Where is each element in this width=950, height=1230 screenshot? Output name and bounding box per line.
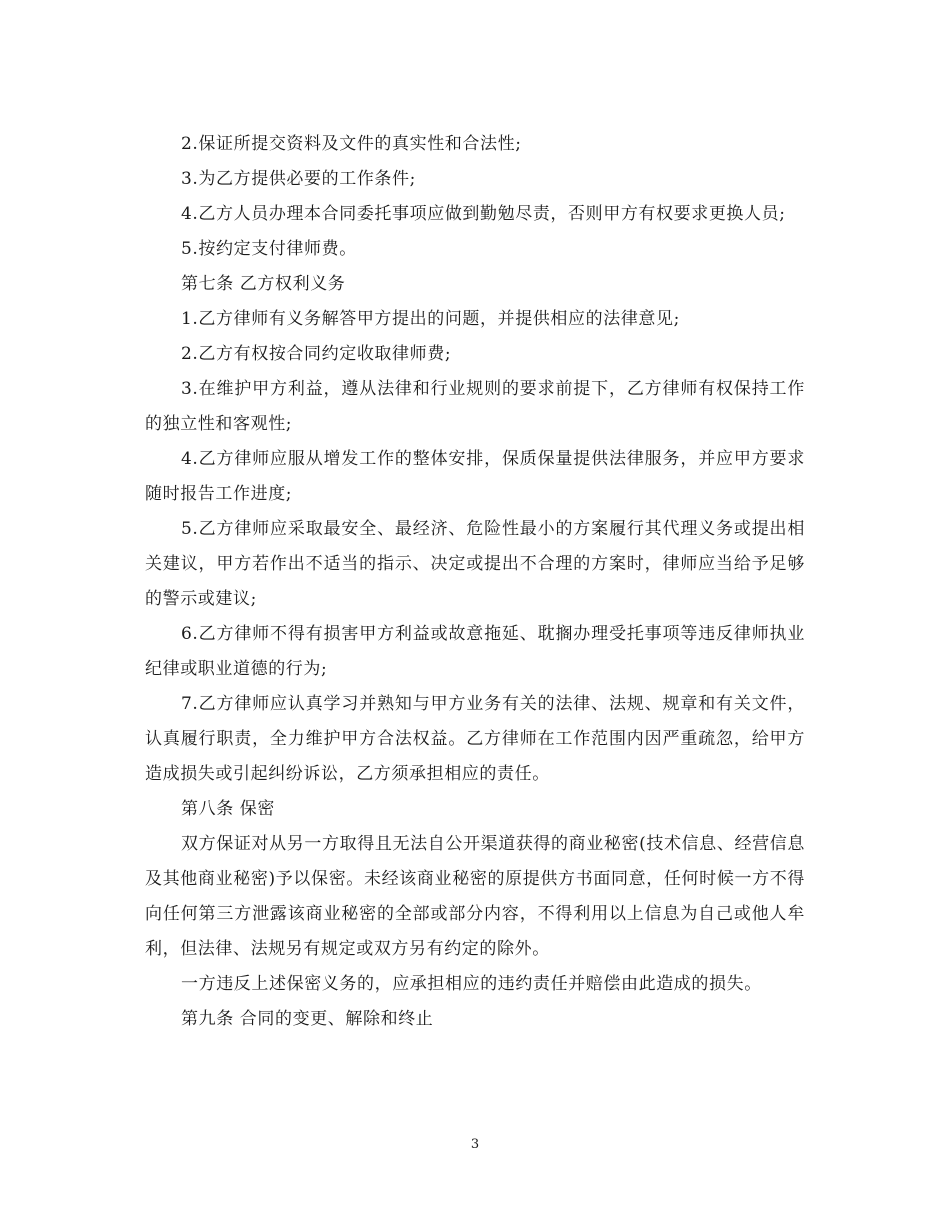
article-9-heading: 第九条 合同的变更、解除和终止 <box>181 1009 434 1029</box>
article-7-item-5: 5.乙方律师应采取最安全、最经济、危险性最小的方案履行其代理义务或提出相关建议，甲方若作出不适当的指示、决定或提出不合理的方案时，律师应当给予足够的警示或建议; <box>145 519 805 609</box>
paragraph-item-2: 2.保证所提交资料及文件的真实性和合法性; <box>181 134 522 154</box>
article-7-item-7: 7.乙方律师应认真学习并熟知与甲方业务有关的法律、法规、规章和有关文件，认真履行职责，全力维护甲方合法权益。乙方律师在工作范围内因严重疏忽，给甲方造成损失或引起纠纷诉讼，乙方须承担相应的责任。 <box>145 694 805 784</box>
article-7-item-1: 1.乙方律师有义务解答甲方提出的问题，并提供相应的法律意见; <box>181 309 680 329</box>
breach-paragraph: 一方违反上述保密义务的，应承担相应的违约责任并赔偿由此造成的损失。 <box>181 974 762 994</box>
article-7-item-4: 4.乙方律师应服从增发工作的整体安排，保质保量提供法律服务，并应甲方要求随时报告工作进度; <box>145 449 805 504</box>
paragraph-item-3: 3.为乙方提供必要的工作条件; <box>181 169 416 189</box>
article-7-item-3: 3.在维护甲方利益，遵从法律和行业规则的要求前提下，乙方律师有权保持工作的独立性和客观性; <box>145 379 805 434</box>
article-7-item-6: 6.乙方律师不得有损害甲方利益或故意拖延、耽搁办理受托事项等违反律师执业纪律或职业道德的行为; <box>145 624 805 679</box>
paragraph-item-4: 4.乙方人员办理本合同委托事项应做到勤勉尽责，否则甲方有权要求更换人员; <box>181 204 786 224</box>
article-8-heading: 第八条 保密 <box>181 799 276 819</box>
paragraph-item-5: 5.按约定支付律师费。 <box>181 239 357 259</box>
document-body <box>145 127 805 1037</box>
article-7-item-2: 2.乙方有权按合同约定收取律师费; <box>181 344 452 364</box>
page-number: 3 <box>470 1137 480 1152</box>
article-7-heading: 第七条 乙方权利义务 <box>181 274 346 294</box>
confidentiality-paragraph: 双方保证对从另一方取得且无法自公开渠道获得的商业秘密(技术信息、经营信息及其他商业秘密)予以保密。未经该商业秘密的原提供方书面同意，任何时候一方不得向任何第三方泄露该商业秘密的全部或部分内容，不得利用以上信息为自己或他人牟利，但法律、法规另有规定或双方另有约定的除外。 <box>145 834 805 959</box>
